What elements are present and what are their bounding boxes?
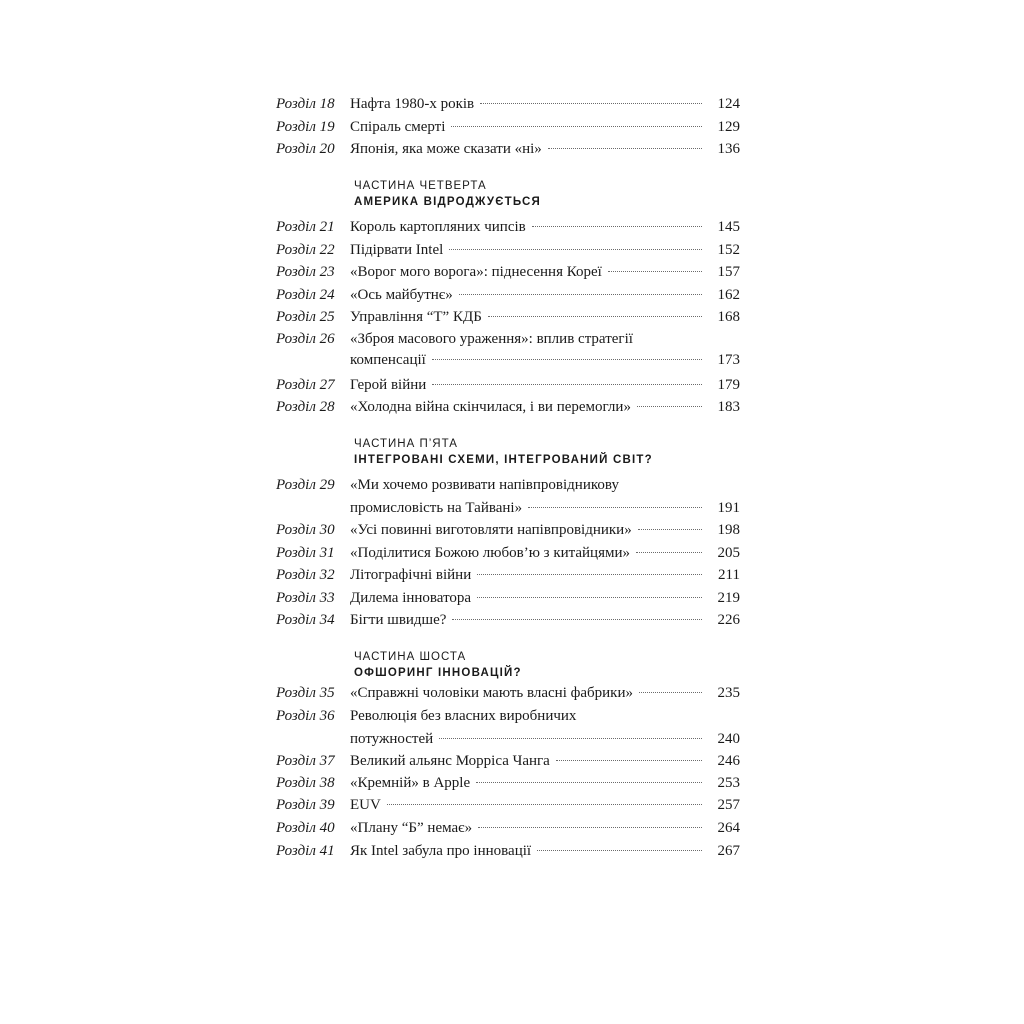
toc-entry	[276, 750, 740, 772]
page-number: 173	[717, 352, 740, 368]
dot-leader	[488, 316, 702, 317]
chapter-title: «Холодна війна скінчилася, і ви перемогли»	[350, 399, 631, 415]
chapter-title-continued: промисловість на Тайвані»	[350, 500, 523, 516]
toc-entry	[276, 705, 740, 727]
toc-entry	[276, 216, 740, 238]
page-number: 253	[717, 775, 740, 791]
chapter-title: «Кремній» в Apple	[350, 775, 471, 791]
toc-entry	[276, 682, 740, 704]
page-number: 152	[717, 242, 740, 258]
dot-leader	[556, 760, 702, 761]
part-heading	[354, 178, 740, 210]
toc-entry	[276, 116, 740, 138]
page-number: 179	[717, 377, 740, 393]
dot-leader	[439, 738, 702, 739]
part-label: ЧАСТИНА П’ЯТА	[354, 438, 458, 450]
dot-leader	[387, 804, 702, 805]
toc-entry	[276, 772, 740, 794]
chapter-title: «Справжні чоловіки мають власні фабрики»	[350, 685, 633, 701]
dot-leader	[432, 384, 702, 385]
toc-entry	[276, 138, 740, 160]
part-heading	[354, 649, 740, 681]
chapter-label: Розділ 18	[276, 96, 335, 112]
dot-leader	[449, 249, 702, 250]
page-number: 205	[717, 545, 740, 561]
toc-entry-continuation	[276, 349, 740, 371]
part-label: ЧАСТИНА ЧЕТВЕРТА	[354, 180, 487, 192]
dot-leader	[528, 507, 702, 508]
dot-leader	[637, 406, 702, 407]
toc-entry	[276, 474, 740, 496]
page-number: 211	[718, 567, 740, 583]
chapter-label: Розділ 32	[276, 567, 335, 583]
chapter-title: Бігти швидше?	[350, 612, 447, 628]
chapter-title: «Ми хочемо розвивати напівпровідникову	[350, 477, 619, 493]
page-number: 257	[717, 797, 740, 813]
chapter-label: Розділ 38	[276, 775, 335, 791]
dot-leader	[459, 294, 702, 295]
chapter-label: Розділ 37	[276, 753, 335, 769]
chapter-title: Літографічні війни	[350, 567, 472, 583]
chapter-label: Розділ 27	[276, 377, 335, 393]
chapter-title: Як Intel забула про інновації	[350, 843, 532, 859]
page-number: 191	[717, 500, 740, 516]
chapter-label: Розділ 25	[276, 309, 335, 325]
toc-entry-continuation	[276, 497, 740, 519]
page-number: 162	[717, 287, 740, 303]
chapter-title: EUV	[350, 797, 381, 813]
toc-entry	[276, 840, 740, 862]
chapter-label: Розділ 24	[276, 287, 335, 303]
dot-leader	[608, 271, 702, 272]
part-title: ОФШОРИНГ ІННОВАЦІЙ?	[354, 667, 522, 679]
page-number: 246	[717, 753, 740, 769]
toc-entry	[276, 374, 740, 396]
dot-leader	[537, 850, 702, 851]
page-number: 198	[717, 522, 740, 538]
chapter-label: Розділ 26	[276, 331, 335, 347]
chapter-label: Розділ 40	[276, 820, 335, 836]
chapter-label: Розділ 23	[276, 264, 335, 280]
toc-entry	[276, 93, 740, 115]
chapter-label: Розділ 29	[276, 477, 335, 493]
dot-leader	[638, 529, 702, 530]
part-title: ІНТЕГРОВАНІ СХЕМИ, ІНТЕГРОВАНИЙ СВІТ?	[354, 454, 653, 466]
chapter-title: «Поділитися Божою любов’ю з китайцями»	[350, 545, 631, 561]
chapter-label: Розділ 20	[276, 141, 335, 157]
chapter-title: Спіраль смерті	[350, 119, 446, 135]
dot-leader	[451, 126, 702, 127]
chapter-label: Розділ 34	[276, 612, 335, 628]
chapter-title: «Зброя масового ураження»: вплив стратегії	[350, 331, 633, 347]
page-number: 124	[717, 96, 740, 112]
dot-leader	[476, 782, 702, 783]
toc-entry	[276, 328, 740, 350]
dot-leader	[452, 619, 702, 620]
chapter-title: Революція без власних виробничих	[350, 708, 577, 724]
chapter-title: Король картопляних чипсів	[350, 219, 526, 235]
dot-leader	[639, 692, 702, 693]
dot-leader	[478, 827, 702, 828]
chapter-title: Герой війни	[350, 377, 427, 393]
part-label: ЧАСТИНА ШОСТА	[354, 651, 467, 663]
toc-entry	[276, 239, 740, 261]
chapter-label: Розділ 36	[276, 708, 335, 724]
table-of-contents	[276, 0, 740, 1024]
page-number: 168	[717, 309, 740, 325]
toc-entry	[276, 519, 740, 541]
chapter-label: Розділ 33	[276, 590, 335, 606]
chapter-label: Розділ 19	[276, 119, 335, 135]
chapter-title: Нафта 1980-х років	[350, 96, 475, 112]
chapter-label: Розділ 39	[276, 797, 335, 813]
dot-leader	[477, 574, 702, 575]
toc-entry	[276, 306, 740, 328]
toc-entry	[276, 542, 740, 564]
page-number: 129	[717, 119, 740, 135]
toc-entry	[276, 564, 740, 586]
chapter-title: Великий альянс Морріса Чанга	[350, 753, 550, 769]
page-number: 226	[717, 612, 740, 628]
part-heading	[354, 436, 740, 468]
toc-entry	[276, 817, 740, 839]
toc-entry	[276, 284, 740, 306]
chapter-label: Розділ 28	[276, 399, 335, 415]
toc-entry	[276, 794, 740, 816]
page-number: 157	[717, 264, 740, 280]
toc-entry	[276, 609, 740, 631]
dot-leader	[548, 148, 702, 149]
page-number: 145	[717, 219, 740, 235]
chapter-label: Розділ 22	[276, 242, 335, 258]
chapter-label: Розділ 21	[276, 219, 335, 235]
chapter-label: Розділ 35	[276, 685, 335, 701]
dot-leader	[636, 552, 702, 553]
page-number: 235	[717, 685, 740, 701]
chapter-title: «Ось майбутнє»	[350, 287, 453, 303]
chapter-label: Розділ 30	[276, 522, 335, 538]
chapter-title: Підірвати Intel	[350, 242, 444, 258]
dot-leader	[532, 226, 702, 227]
toc-entry	[276, 261, 740, 283]
page-number: 136	[717, 141, 740, 157]
page-number: 264	[717, 820, 740, 836]
toc-entry	[276, 396, 740, 418]
page-number: 219	[717, 590, 740, 606]
chapter-title: Дилема інноватора	[350, 590, 472, 606]
page-number: 267	[717, 843, 740, 859]
chapter-title-continued: компенсації	[350, 352, 426, 368]
page-number: 183	[717, 399, 740, 415]
chapter-title: Японія, яка може сказати «ні»	[350, 141, 542, 157]
chapter-label: Розділ 31	[276, 545, 335, 561]
chapter-title: «Плану “Б” немає»	[350, 820, 473, 836]
dot-leader	[477, 597, 702, 598]
chapter-label: Розділ 41	[276, 843, 335, 859]
toc-entry-continuation	[276, 728, 740, 750]
chapter-title: «Усі повинні виготовляти напівпровідники»	[350, 522, 632, 538]
page-number: 240	[717, 731, 740, 747]
chapter-title-continued: потужностей	[350, 731, 434, 747]
chapter-title: Управління “Т” КДБ	[350, 309, 482, 325]
chapter-title: «Ворог мого ворога»: піднесення Кореї	[350, 264, 602, 280]
dot-leader	[432, 359, 702, 360]
part-title: АМЕРИКА ВІДРОДЖУЄТЬСЯ	[354, 196, 541, 208]
dot-leader	[480, 103, 702, 104]
toc-entry	[276, 587, 740, 609]
